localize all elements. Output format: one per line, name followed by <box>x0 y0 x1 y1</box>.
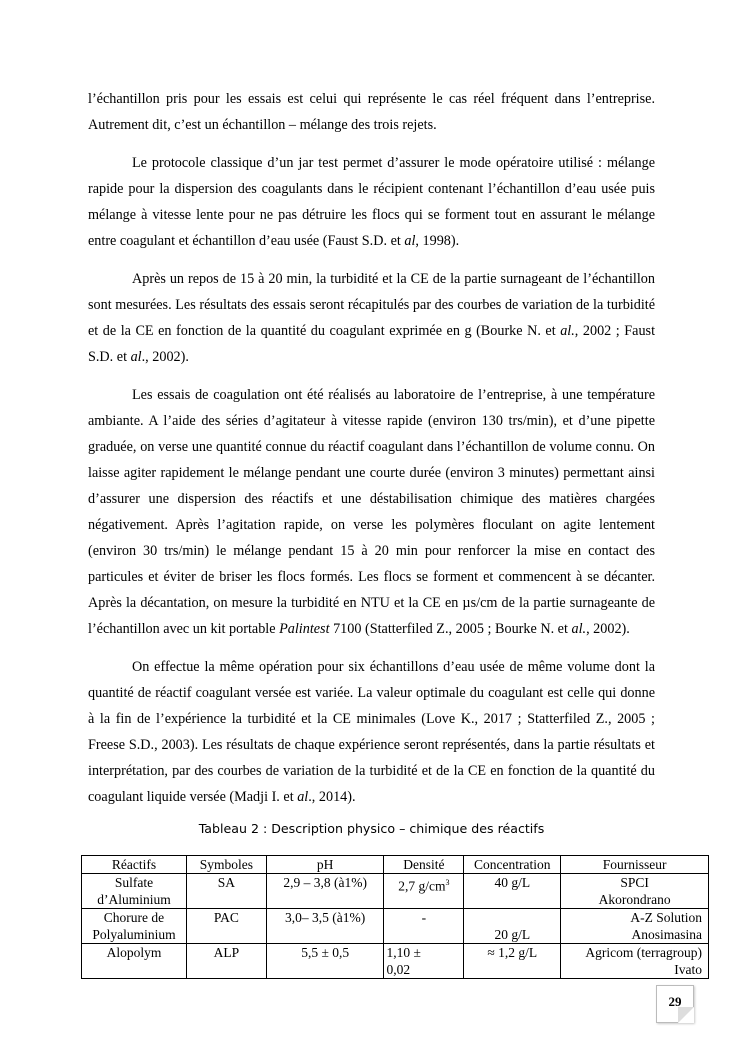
text-run: 7100 (Statterfiled Z., 2005 ; Bourke N. et <box>329 621 572 637</box>
cell-symbole: PAC <box>186 909 266 944</box>
cell-ph: 5,5 ± 0,5 <box>266 944 384 979</box>
cell-fournisseur: A-Z Solution Anosimasina <box>561 909 709 944</box>
cell-reactif: Chorure de Polyaluminium <box>82 909 187 944</box>
cell-ph: 3,0– 3,5 (à1%) <box>266 909 384 944</box>
cell-reactif: Sulfate d’Aluminium <box>82 874 187 909</box>
cell-concentration: 20 g/L <box>464 909 561 944</box>
header-symboles: Symboles <box>186 856 266 874</box>
cell-concentration: 40 g/L <box>464 874 561 909</box>
header-concentration: Concentration <box>464 856 561 874</box>
text-run: Les essais de coagulation ont été réalisés au laboratoire de l’entreprise, à une température ambiante. A l’aide des séries d’agitateur à vitesse rapide (environ 130 trs/min), et d’une pipette graduée, on verse une quantité connue du réactif coagulant dans l’échantillon de volume connu. On laisse agiter rapidement le mélange pendant une courte durée (environ 3 minutes) permettant ainsi d’assurer une dispersion des réactifs et une déstabilisation chimique des matières chargées négativement. Après l’agitation rapide, on verse les polymères floculant on agite lentement (environ 30 trs/min) le mélange pendant 15 à 20 min pour renforcer la mise en contact des particules et éviter de briser les flocs formés. Les flocs se forment et commencent à se décanter. Après la décantation, on mesure la turbidité en NTU et la CE en µs/cm de la partie surnageante de l’échantillon avec un kit portable <box>88 387 655 637</box>
text-run: ., 2002). <box>141 349 189 365</box>
text-run: Après un repos de 15 à 20 min, la turbidité et la CE de la partie surnageant de l’échantillon sont mesurées. Les résultats des essais seront récapitulés par des courbes de variation de la turbidité et de la CE en fonction de la quantité du coagulant exprimée en g (Bourke N. et <box>88 271 655 339</box>
paragraph-2 <box>88 150 655 254</box>
text-run: Palintest <box>279 621 330 637</box>
text-run: al <box>404 233 416 249</box>
text-run: On effectue la même opération pour six échantillons d’eau usée de même volume dont la quantité de réactif coagulant versée est variée. La valeur optimale du coagulant est celle qui donne à la fin de l’expérience la turbidité et la CE minimales (Love K., 2017 ; Statterfiled Z., 2005 ; Freese S.D., 2003). Les résultats de chaque expérience seront représentés, dans la partie résultats et interprétation, par des courbes de variation de la turbidité et de la CE en fonction de la quantité du coagulant liquide versée (Madji I. et <box>88 659 655 805</box>
text-run: al <box>130 349 142 365</box>
cell-symbole: SA <box>186 874 266 909</box>
cell-symbole: ALP <box>186 944 266 979</box>
table-row <box>82 909 709 944</box>
cell-fournisseur: SPCI Akorondrano <box>561 874 709 909</box>
table-caption: Tableau 2 : Description physico – chimique des réactifs <box>198 821 545 836</box>
paragraph-5 <box>88 654 655 810</box>
cell-reactif: Alopolym <box>82 944 187 979</box>
page-number: 29 <box>668 994 682 1009</box>
header-fournisseur: Fournisseur <box>561 856 709 874</box>
header-ph: pH <box>266 856 384 874</box>
paragraph-4 <box>88 382 655 642</box>
table-row <box>82 874 709 909</box>
table-row <box>82 944 709 979</box>
cell-densite: 1,10 ± 0,02 <box>384 944 464 979</box>
text-run: al <box>297 789 309 805</box>
cell-densite: 2,7 $g/cm^3$ <box>384 874 464 909</box>
paragraph-3 <box>88 266 655 370</box>
page-curl <box>678 1007 694 1023</box>
page-number-box <box>656 985 694 1023</box>
reagents-table <box>81 855 709 979</box>
cell-densite: - <box>384 909 464 944</box>
text-run: , 1998). <box>415 233 460 249</box>
text-run: ., 2014). <box>308 789 356 805</box>
text-run: , 2002). <box>586 621 630 637</box>
cell-ph: 2,9 – 3,8 (à1%) <box>266 874 384 909</box>
header-densite: Densité <box>384 856 464 874</box>
cell-fournisseur: Agricom (terragroup) Ivato <box>561 944 709 979</box>
header-reactifs: Réactifs <box>82 856 187 874</box>
paragraph-1 <box>88 86 655 138</box>
text-run: al. <box>560 323 575 339</box>
text-run: Le protocole classique d’un jar test permet d’assurer le mode opératoire utilisé : mélange rapide pour la dispersion des coagulants dans le récipient contenant l’échantillon d’eau usée puis mélange à vitesse lente pour ne pas détruire les flocs qui se forment tout en assurant le mélange entre coagulant et échantillon d’eau usée (Faust S.D. et <box>88 155 655 249</box>
cell-concentration: ≈ 1,2 g/L <box>464 944 561 979</box>
text-run: l’échantillon pris pour les essais est celui qui représente le cas réel fréquent dans l’entreprise. Autrement dit, c’est un échantillon – mélange des trois rejets. <box>88 91 655 133</box>
text-run: , 2002 ; Faust S.D. et <box>88 323 656 365</box>
page-body <box>88 86 655 844</box>
table-header-row <box>82 856 709 874</box>
text-run: al. <box>571 621 587 637</box>
